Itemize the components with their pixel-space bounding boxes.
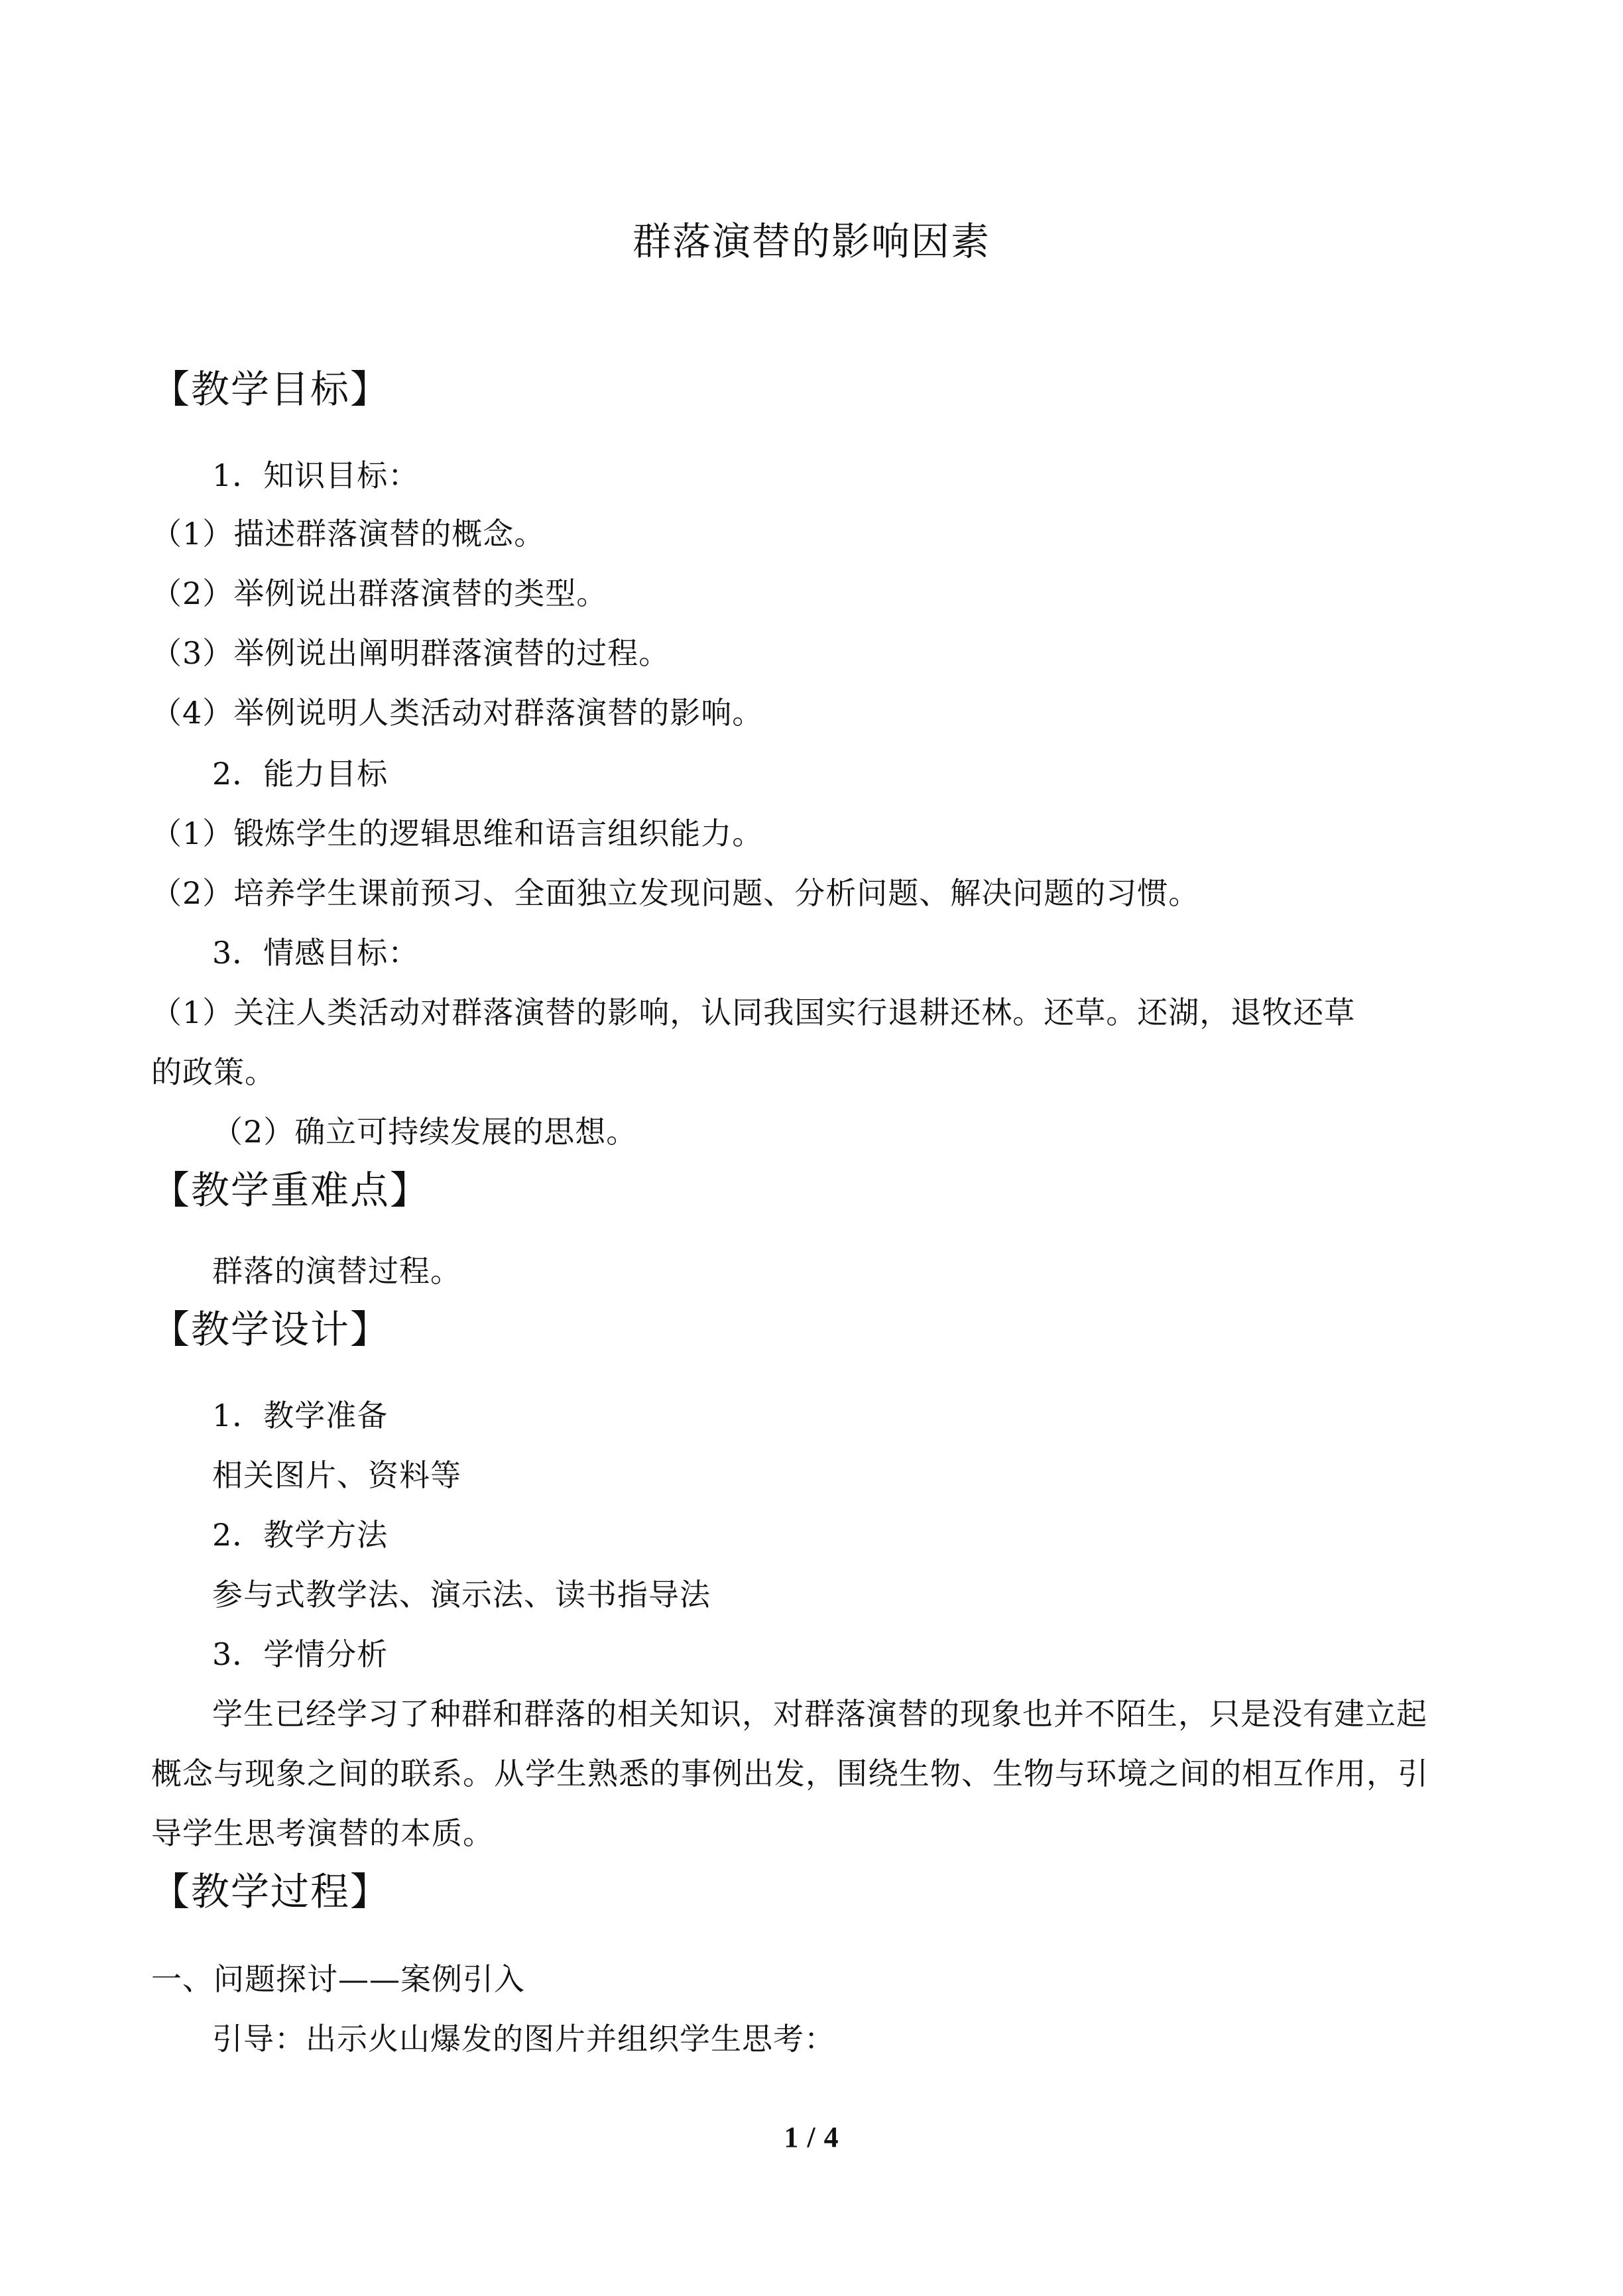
- ability-item: （1）锻炼学生的逻辑思维和语言组织能力。: [151, 816, 764, 851]
- process-guide: 引导：出示火山爆发的图片并组织学生思考：: [212, 2021, 835, 2057]
- knowledge-item: （3）举例说出阐明群落演替的过程。: [151, 635, 670, 671]
- heading-design: 【教学设计】: [151, 1307, 391, 1352]
- prep-label: 1．教学准备: [212, 1398, 389, 1433]
- analysis-label: 3．学情分析: [212, 1636, 389, 1672]
- knowledge-label: 1．知识目标：: [212, 457, 420, 493]
- ability-item: （2）培养学生课前预习、全面独立发现问题、分析问题、解决问题的习惯。: [151, 875, 1200, 911]
- process-part-title: 一、问题探讨——案例引入: [151, 1961, 525, 1997]
- page-number: 1 / 4: [784, 2121, 839, 2153]
- emotion-item: （2）确立可持续发展的思想。: [212, 1114, 638, 1150]
- emotion-item: （1）关注人类活动对群落演替的影响，认同我国实行退耕还林。还草。还湖，退牧还草: [151, 995, 1356, 1030]
- key-points-text: 群落的演替过程。: [212, 1253, 461, 1289]
- method-text: 参与式教学法、演示法、读书指导法: [212, 1577, 711, 1612]
- emotion-label: 3．情感目标：: [212, 935, 420, 971]
- knowledge-item: （1）描述群落演替的概念。: [151, 516, 546, 552]
- analysis-line: 导学生思考演替的本质。: [151, 1815, 494, 1851]
- prep-text: 相关图片、资料等: [212, 1457, 461, 1493]
- knowledge-item: （4）举例说明人类活动对群落演替的影响。: [151, 695, 764, 731]
- heading-objectives: 【教学目标】: [151, 367, 391, 412]
- analysis-line: 学生已经学习了种群和群落的相关知识，对群落演替的现象也并不陌生，只是没有建立起: [212, 1696, 1427, 1732]
- method-label: 2．教学方法: [212, 1517, 389, 1553]
- analysis-line: 概念与现象之间的联系。从学生熟悉的事例出发，围绕生物、生物与环境之间的相互作用，引: [151, 1756, 1429, 1791]
- emotion-item-continued: 的政策。: [151, 1054, 276, 1090]
- page-title: 群落演替的影响因素: [632, 219, 991, 264]
- heading-process: 【教学过程】: [151, 1869, 391, 1914]
- heading-key-points: 【教学重难点】: [151, 1168, 430, 1213]
- knowledge-item: （2）举例说出群落演替的类型。: [151, 575, 608, 611]
- ability-label: 2．能力目标: [212, 756, 389, 792]
